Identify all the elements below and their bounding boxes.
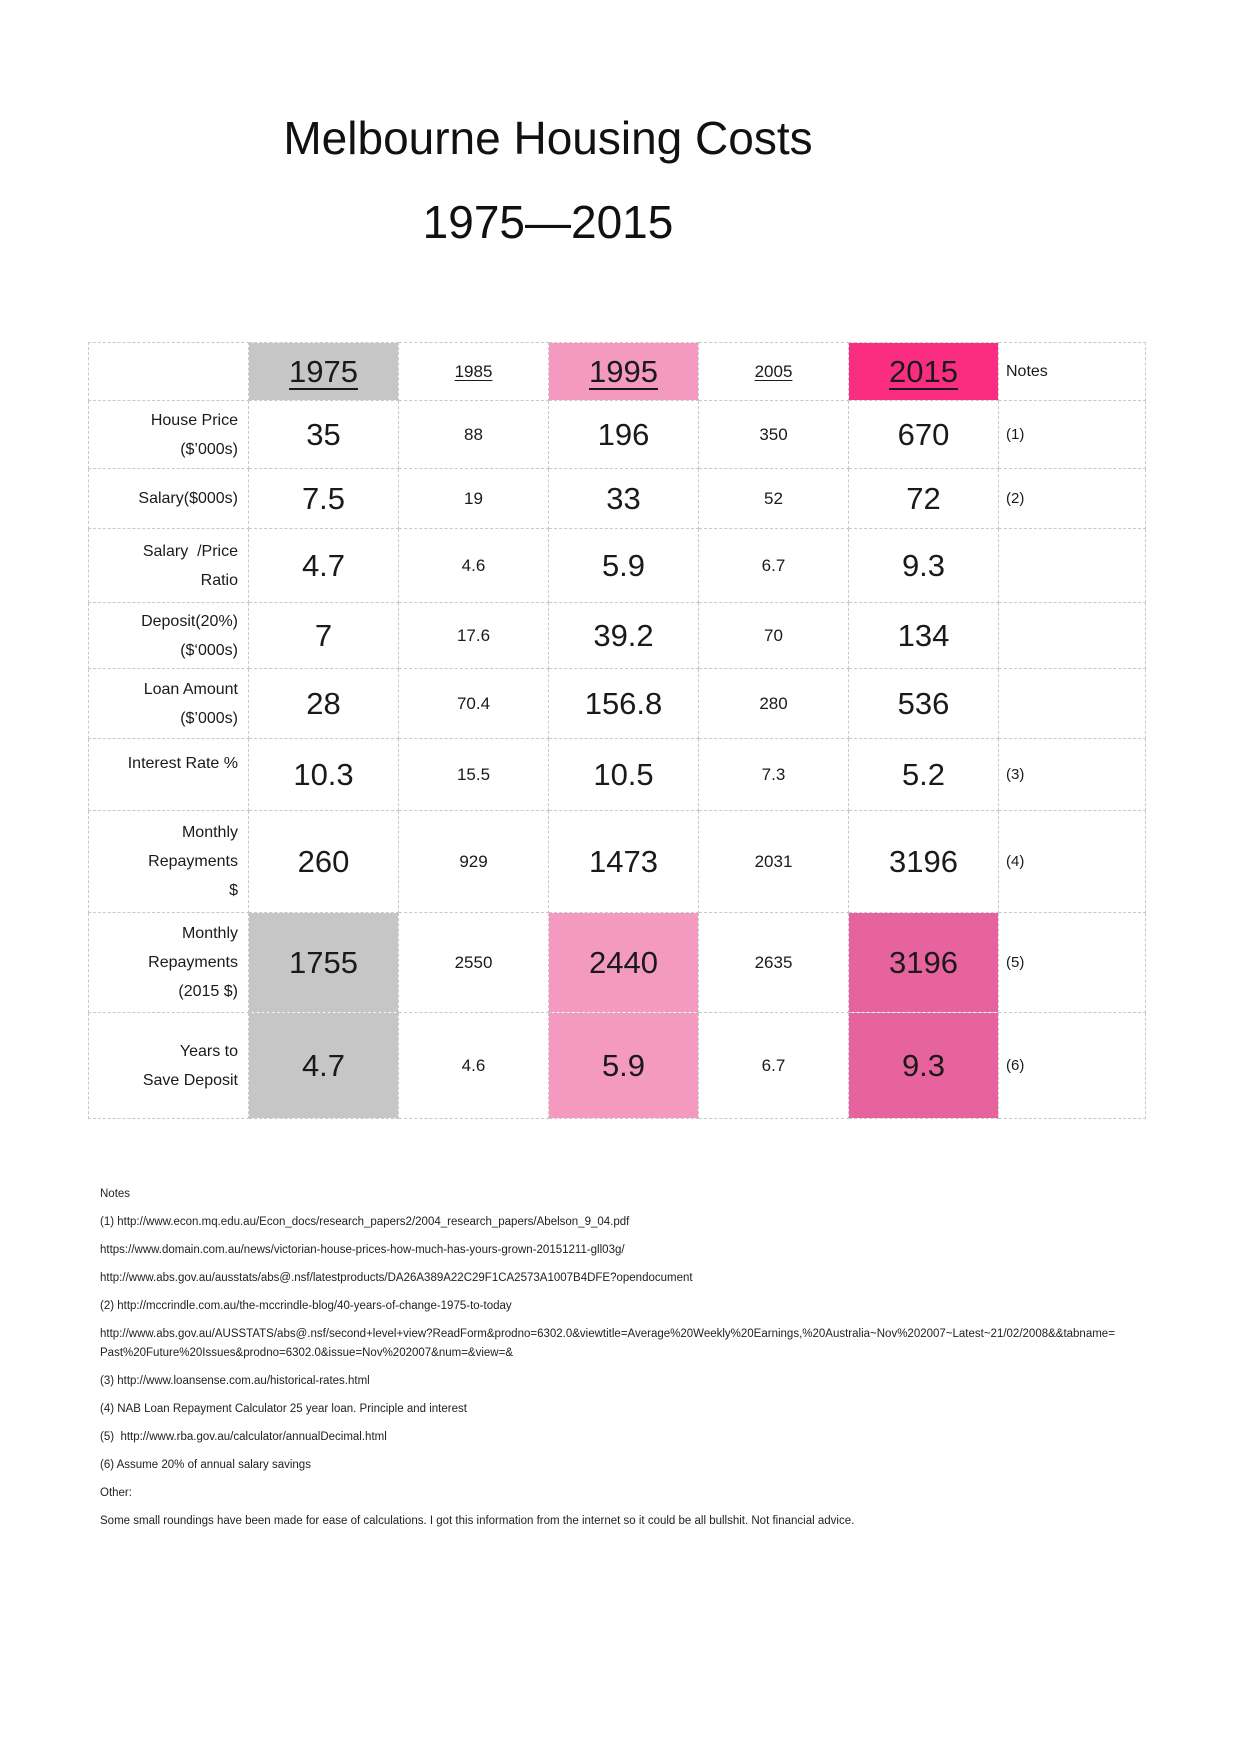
value-cell: 7.5 [249,469,399,529]
value-cell: 2031 [699,811,849,913]
table-row-salary [89,469,1146,529]
page-title [88,0,1008,264]
note-ref-cell: (4) [999,811,1146,913]
row-label: Salary /Price Ratio [89,529,249,603]
note-ref-cell: (1) [999,401,1146,469]
value-cell: 70.4 [399,669,549,739]
row-label: Years to Save Deposit [89,1013,249,1119]
value-cell-highlight-magenta: 3196 [849,913,999,1013]
notes-heading: Notes [100,1188,131,1200]
value-cell: 88 [399,401,549,469]
value-cell: 2550 [399,913,549,1013]
column-header-1975: 1975 [249,343,399,401]
value-cell: 2635 [699,913,849,1013]
table-row-monthly-repayments [89,811,1146,913]
table-row-interest-rate [89,739,1146,811]
value-cell: 6.7 [699,1013,849,1119]
title-line-2: 1975—2015 [422,196,674,248]
title-line-1: Melbourne Housing Costs [283,112,813,164]
value-cell: 19 [399,469,549,529]
value-cell: 28 [249,669,399,739]
note-ref-cell [999,529,1146,603]
note-ref-cell: (5) [999,913,1146,1013]
note-line-source-6: (6) Assume 20% of annual salary savings [100,1459,311,1471]
note-line-source-domain: https://www.domain.com.au/news/victorian-house-prices-how-much-has-yours-grown-20151211-gll03g/ [100,1244,625,1256]
row-label: Interest Rate % [89,739,249,811]
table-row-house-price [89,401,1146,469]
value-cell: 10.5 [549,739,699,811]
note-line-source-2: (2) http://mccrindle.com.au/the-mccrindle-blog/40-years-of-change-1975-to-today [100,1300,512,1312]
value-cell: 536 [849,669,999,739]
value-cell: 39.2 [549,603,699,669]
row-label: House Price ($’000s) [89,401,249,469]
table-row-years-to-save-deposit [89,1013,1146,1119]
table-row-loan-amount [89,669,1146,739]
note-ref-cell: (6) [999,1013,1146,1119]
table-row-monthly-repayments-2015 [89,913,1146,1013]
column-header-2005: 2005 [699,343,849,401]
value-cell-highlight-magenta: 9.3 [849,1013,999,1119]
value-cell: 350 [699,401,849,469]
value-cell: 33 [549,469,699,529]
value-cell: 10.3 [249,739,399,811]
value-cell: 3196 [849,811,999,913]
note-ref-cell [999,669,1146,739]
housing-costs-table [88,342,1146,1119]
value-cell: 9.3 [849,529,999,603]
value-cell: 5.2 [849,739,999,811]
value-cell: 72 [849,469,999,529]
value-cell: 260 [249,811,399,913]
value-cell: 7 [249,603,399,669]
value-cell: 156.8 [549,669,699,739]
corner-cell [89,343,249,401]
value-cell: 17.6 [399,603,549,669]
note-ref-cell: (3) [999,739,1146,811]
value-cell: 35 [249,401,399,469]
value-cell: 196 [549,401,699,469]
value-cell: 15.5 [399,739,549,811]
header-row [89,343,1146,401]
value-cell-highlight-pink: 5.9 [549,1013,699,1119]
note-line-source-abs-long: http://www.abs.gov.au/AUSSTATS/abs@.nsf/second+level+view?ReadForm&prodno=6302.0&viewtitle=Average%20Weekly%20Earnings,%20Australia~Nov%202007~Latest~21/02/2008&&tabname=Past%20Future%20Issues&prodno=6302.0&issue=Nov%202007&num=&view=& [100,1328,1115,1359]
table-row-deposit [89,603,1146,669]
value-cell: 70 [699,603,849,669]
row-label: Loan Amount ($’000s) [89,669,249,739]
column-header-2015: 2015 [849,343,999,401]
value-cell: 6.7 [699,529,849,603]
value-cell: 134 [849,603,999,669]
row-label: Monthly Repayments $ [89,811,249,913]
table-row-salary-price-ratio [89,529,1146,603]
note-line-source-3: (3) http://www.loansense.com.au/historical-rates.html [100,1375,370,1387]
value-cell: 670 [849,401,999,469]
value-cell: 5.9 [549,529,699,603]
value-cell-highlight-gray: 1755 [249,913,399,1013]
value-cell: 929 [399,811,549,913]
value-cell: 4.6 [399,1013,549,1119]
column-header-1995: 1995 [549,343,699,401]
note-line-source-1: (1) http://www.econ.mq.edu.au/Econ_docs/research_papers2/2004_research_papers/Abelson_9_04.pdf [100,1216,630,1228]
note-ref-cell [999,603,1146,669]
value-cell-highlight-gray: 4.7 [249,1013,399,1119]
value-cell: 280 [699,669,849,739]
value-cell: 4.6 [399,529,549,603]
column-header-notes: Notes [999,343,1146,401]
value-cell-highlight-pink: 2440 [549,913,699,1013]
column-header-1985: 1985 [399,343,549,401]
notes-section [100,1185,1120,1531]
value-cell: 1473 [549,811,699,913]
value-cell: 52 [699,469,849,529]
note-line-source-5: (5) http://www.rba.gov.au/calculator/annualDecimal.html [100,1431,387,1443]
note-line-source-abs: http://www.abs.gov.au/ausstats/abs@.nsf/latestproducts/DA26A389A22C29F1CA2573A1007B4DFE?opendocument [100,1272,693,1284]
row-label: Deposit(20%) ($‘000s) [89,603,249,669]
row-label: Salary($000s) [89,469,249,529]
value-cell: 7.3 [699,739,849,811]
note-line-other: Other: [100,1487,132,1499]
note-ref-cell: (2) [999,469,1146,529]
note-line-source-4: (4) NAB Loan Repayment Calculator 25 year loan. Principle and interest [100,1403,467,1415]
value-cell: 4.7 [249,529,399,603]
row-label: Monthly Repayments (2015 $) [89,913,249,1013]
note-line-disclaimer: Some small roundings have been made for ease of calculations. I got this information from the internet so it could be all bullshit. Not financial advice. [100,1515,855,1527]
